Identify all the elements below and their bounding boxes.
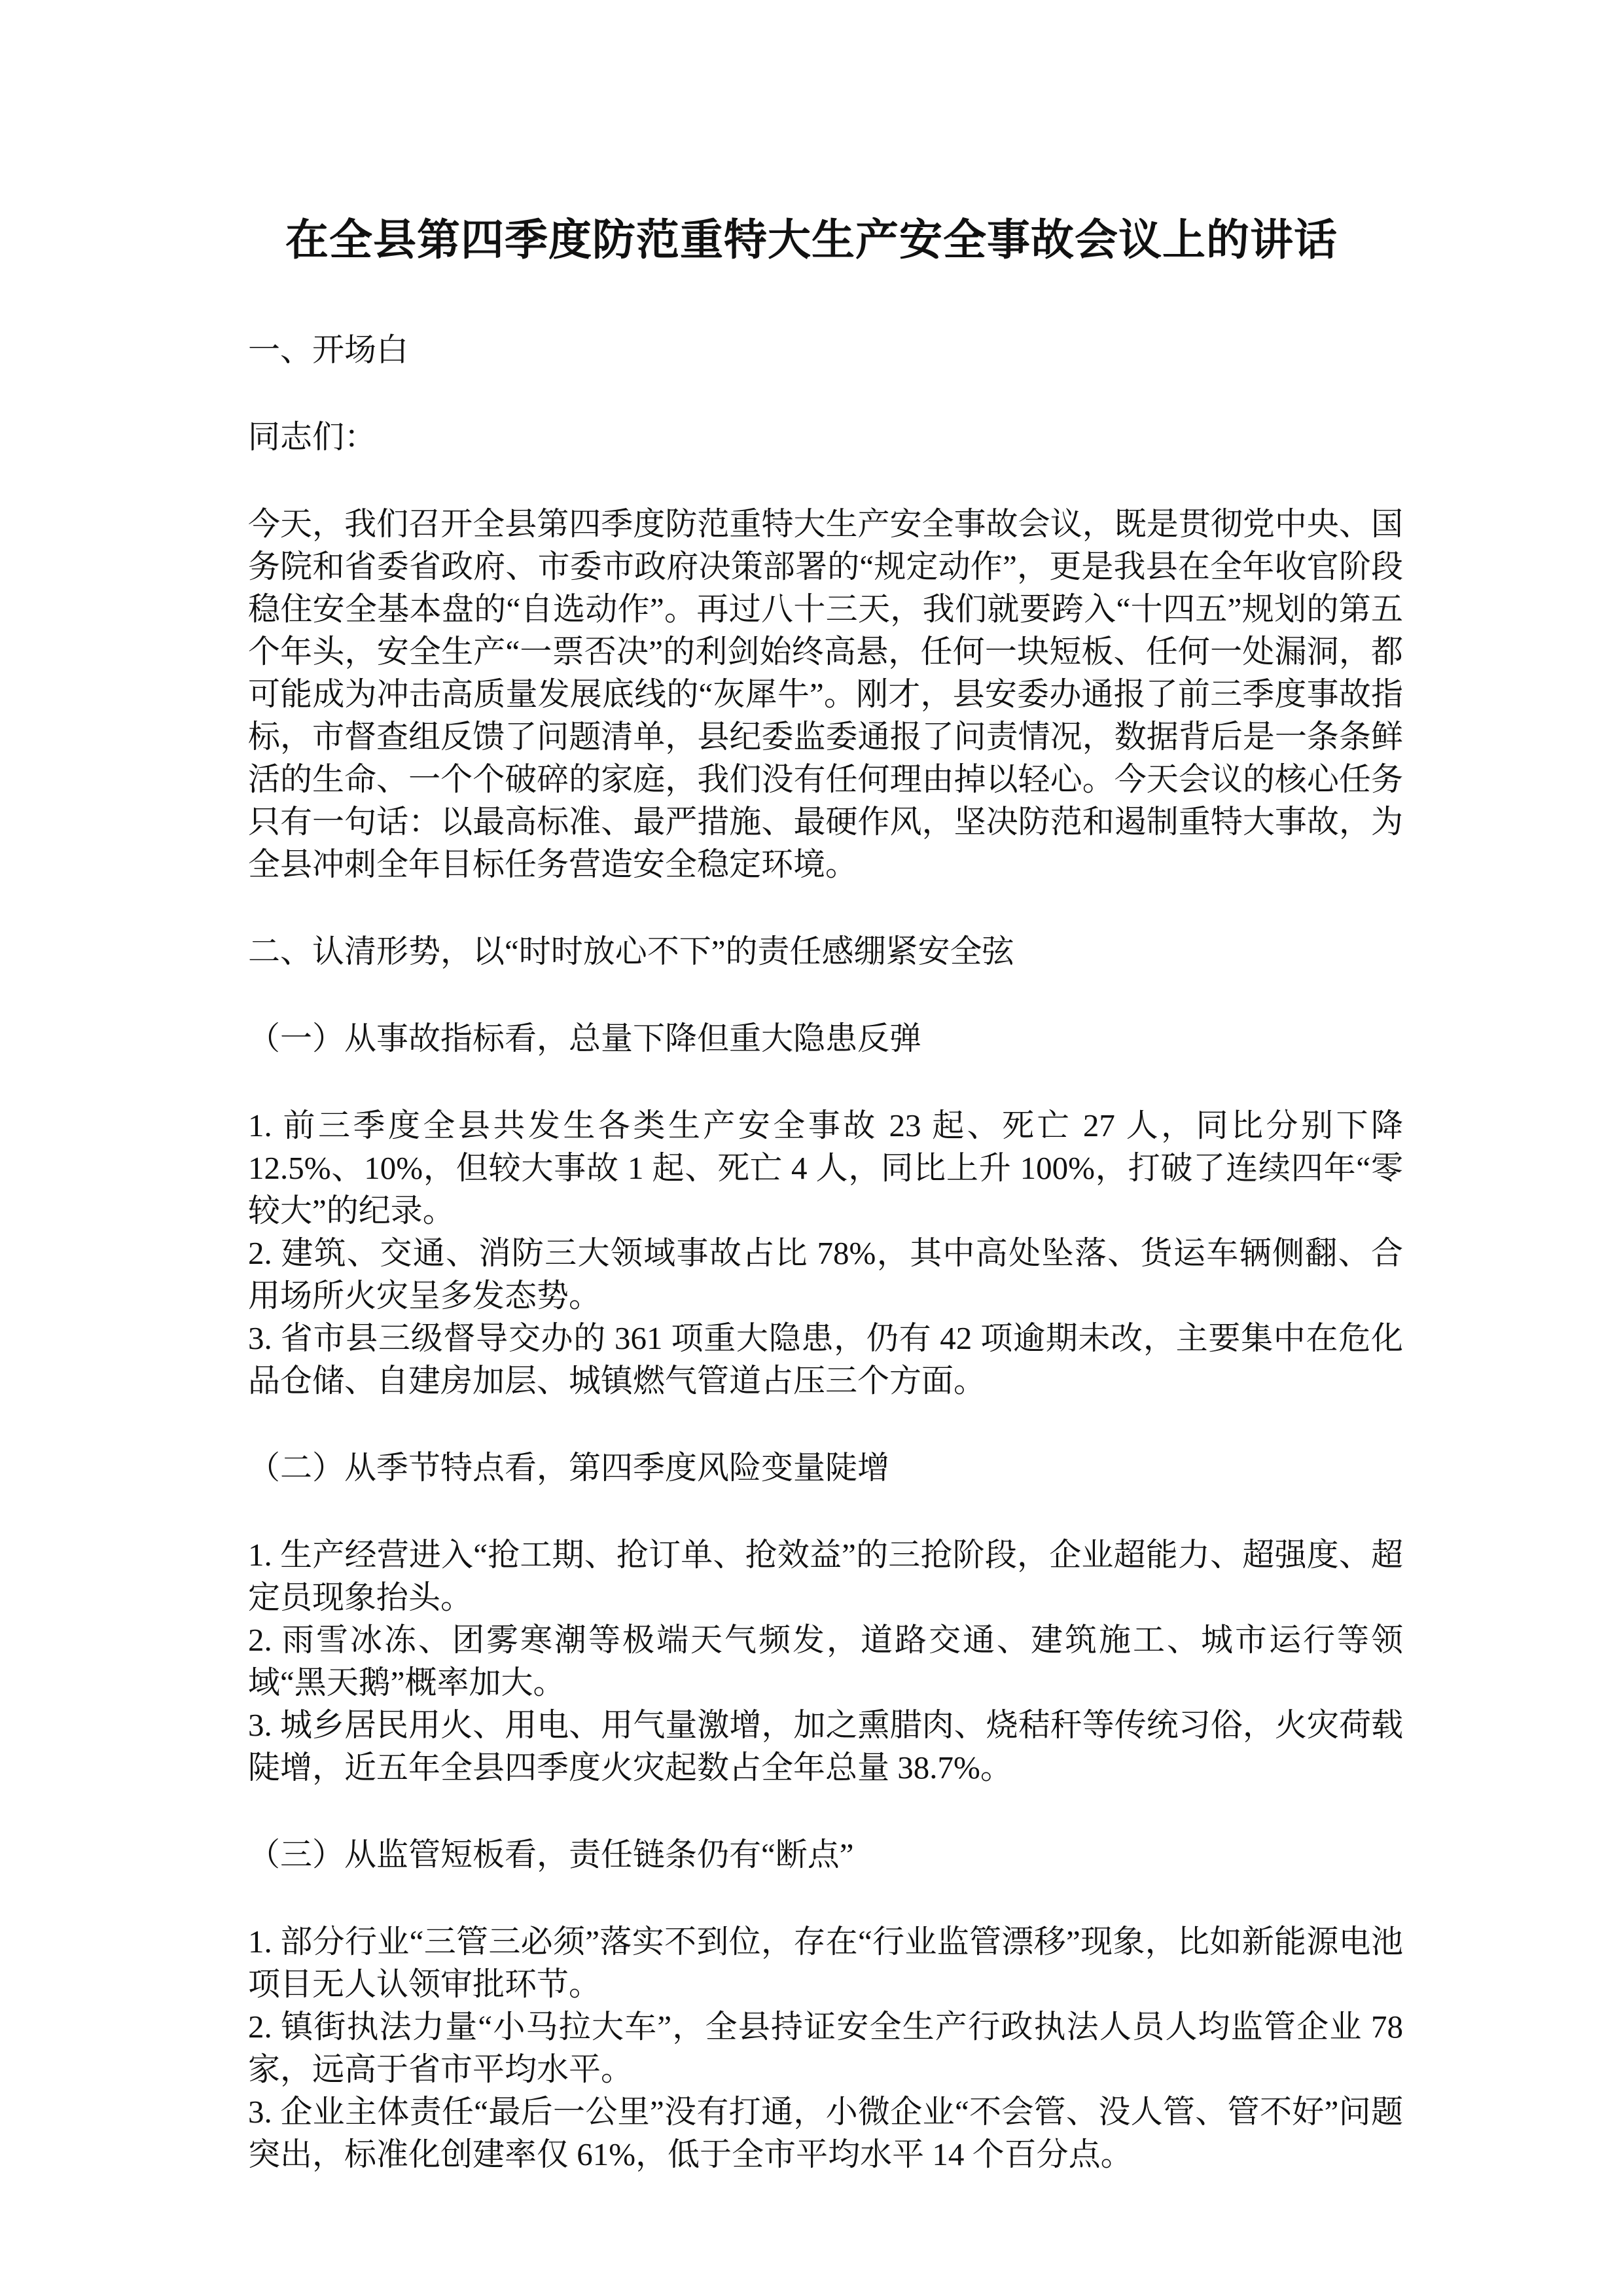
section-heading-opening: 一、开场白: [248, 332, 409, 368]
subsection-list-2: [248, 1534, 1403, 1789]
list-item: 2. 雨雪冰冻、团雾寒潮等极端天气频发，道路交通、建筑施工、城市运行等领域“黑天鹅”概率加大。: [248, 1622, 1403, 1700]
document-title: 在全县第四季度防范重特大生产安全事故会议上的讲话: [285, 217, 1338, 264]
list-item: 1. 部分行业“三管三必须”落实不到位，存在“行业监管漂移”现象，比如新能源电池项目无人认领审批环节。: [248, 1924, 1403, 2002]
list-item: 3. 省市县三级督导交办的 361 项重大隐患，仍有 42 项逾期未改，主要集中在危化品仓储、自建房加层、城镇燃气管道占压三个方面。: [248, 1320, 1403, 1399]
greeting: 同志们：: [248, 419, 377, 455]
subsection-heading-3: （三）从监管短板看，责任链条仍有“断点”: [248, 1837, 854, 1873]
subsection-list-1: [248, 1104, 1403, 1402]
opening-paragraph: 今天，我们召开全县第四季度防范重特大生产安全事故会议，既是贯彻党中央、国务院和省委省政府、市委市政府决策部署的“规定动作”，更是我县在全年收官阶段稳住安全基本盘的“自选动作”。再过八十三天，我们就要跨入“十四五”规划的第五个年头，安全生产“一票否决”的利剑始终高悬，任何一块短板、任何一处漏洞，都可能成为冲击高质量发展底线的“灰犀牛”。刚才，县安委办通报了前三季度事故指标，市督查组反馈了问题清单，县纪委监委通报了问责情况，数据背后是一条条鲜活的生命、一个个破碎的家庭，我们没有任何理由掉以轻心。今天会议的核心任务只有一句话：以最高标准、最严措施、最硬作风，坚决防范和遏制重特大事故，为全县冲刺全年目标任务营造安全稳定环境。: [248, 506, 1403, 882]
list-item: 2. 镇街执法力量“小马拉大车”，全县持证安全生产行政执法人员人均监管企业 78 家，远高于省市平均水平。: [248, 2009, 1403, 2087]
list-item: 1. 生产经营进入“抢工期、抢订单、抢效益”的三抢阶段，企业超能力、超强度、超定员现象抬头。: [248, 1537, 1403, 1615]
list-item: 1. 前三季度全县共发生各类生产安全事故 23 起、死亡 27 人，同比分别下降 12.5%、10%，但较大事故 1 起、死亡 4 人，同比上升 100%，打破了连续四年“零较大”的纪录。: [248, 1107, 1403, 1229]
section-heading-situation: 二、认清形势，以“时时放心不下”的责任感绷紧安全弦: [248, 933, 1014, 969]
subsection-heading-2: （二）从季节特点看，第四季度风险变量陡增: [248, 1450, 890, 1486]
list-item: 3. 企业主体责任“最后一公里”没有打通，小微企业“不会管、没人管、管不好”问题突出，标准化创建率仅 61%，低于全市平均水平 14 个百分点。: [248, 2094, 1403, 2172]
document-body: [248, 329, 1403, 2220]
list-item: 2. 建筑、交通、消防三大领域事故占比 78%，其中高处坠落、货运车辆侧翻、合用场所火灾呈多发态势。: [248, 1235, 1403, 1314]
subsection-heading-1: （一）从事故指标看，总量下降但重大隐患反弹: [248, 1020, 922, 1056]
list-item: 3. 城乡居民用火、用电、用气量激增，加之熏腊肉、烧秸秆等传统习俗，火灾荷载陡增，近五年全县四季度火灾起数占全年总量 38.7%。: [248, 1707, 1403, 1785]
subsection-list-3: [248, 1920, 1403, 2176]
